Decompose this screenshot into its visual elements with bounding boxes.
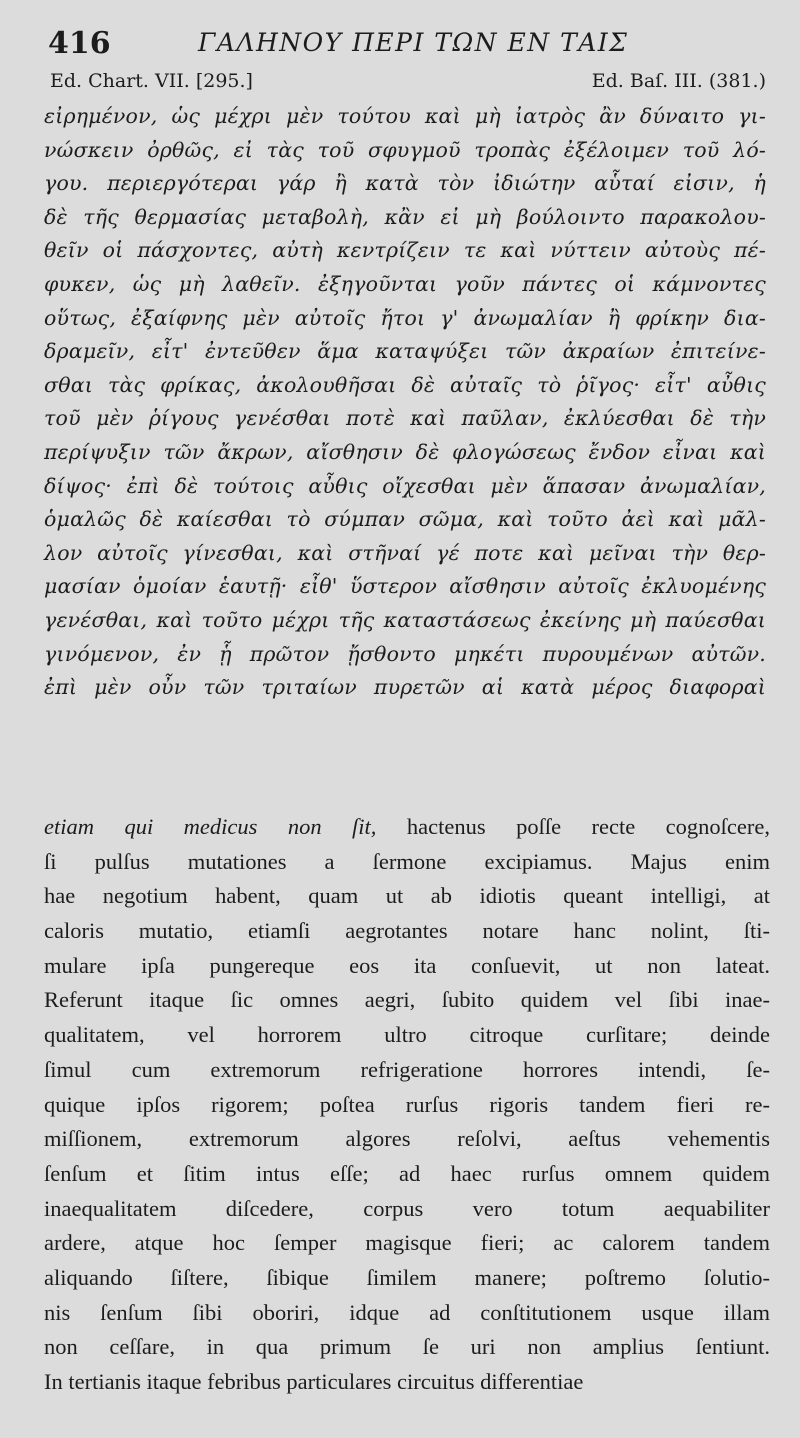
greek-text-line: σθαι τὰς φρίκας, ἀκολουθῆσαι δὲ αὐταῖς τὸ ῥῖγος· εἶτ' αὖθις <box>44 372 766 397</box>
latin-italic-lead: etiam qui medicus non ſit, <box>44 814 377 839</box>
latin-text-block <box>44 810 770 1400</box>
greek-text-line: γενέσθαι, καὶ τοῦτο μέχρι τῆς καταστάσεως ἐκείνης μὴ παύεσθαι <box>44 607 766 632</box>
greek-text-line: δὲ τῆς θερμασίας μεταβολὴ, κἂν εἰ μὴ βούλοιντο παρακολου- <box>44 204 766 229</box>
greek-text-line: λον αὐτοῖς γίνεσθαι, καὶ στῆναί γέ ποτε καὶ μεῖναι τὴν θερ- <box>44 540 766 565</box>
greek-text-line: οὕτως, ἐξαίφνης μὲν αὐτοῖς ἤτοι γ' ἀνωμαλίαν ἢ φρίκην δια- <box>44 305 766 330</box>
edition-reference-left: Ed. Chart. VII. [295.] <box>50 70 253 92</box>
greek-text-block <box>44 100 766 705</box>
page-number: 416 <box>48 26 111 61</box>
latin-first-line-rest: hactenus poſſe recte cognoſcere, <box>376 814 770 839</box>
greek-text-line: ἐπὶ μὲν οὖν τῶν τριταίων πυρετῶν αἱ κατὰ μέρος διαφοραὶ <box>44 675 766 700</box>
latin-text-line: ſenſum et ſitim intus eſſe; ad haec rurſus omnem quidem <box>44 1160 770 1186</box>
greek-text-line: θεῖν οἱ πάσχοντες, αὐτὴ κεντρίζειν τε καὶ νύττειν αὐτοὺς πέ- <box>44 238 766 263</box>
greek-text-line: εἰρημένον, ὡς μέχρι μὲν τούτου καὶ μὴ ἰατρὸς ἂν δύναιτο γι- <box>44 104 766 128</box>
edition-references <box>50 70 766 100</box>
latin-text-line: mulare ipſa pungereque eos ita conſuevit, ut non lateat. <box>44 952 770 978</box>
running-title: ΓΑΛΗΝΟΥ ΠΕΡΙ ΤΩΝ ΕΝ ΤΑΙΣ <box>198 28 629 57</box>
greek-text-line: μασίαν ὁμοίαν ἑαυτῇ· εἶθ' ὕστερον αἴσθησιν αὐτοῖς ἐκλυομένης <box>44 574 766 599</box>
greek-text-line: τοῦ μὲν ῥίγους γενέσθαι ποτὲ καὶ παῦλαν, ἐκλύεσθαι δὲ τὴν <box>44 406 766 431</box>
edition-reference-right: Ed. Baſ. III. (381.) <box>591 70 766 92</box>
latin-text-line: hae negotium habent, quam ut ab idiotis queant intelligi, at <box>44 883 770 909</box>
latin-text-line: In tertianis itaque febribus particulares circuitus differentiae <box>44 1369 584 1394</box>
greek-text-line: νώσκειν ὀρθῶς, εἰ τὰς τοῦ σφυγμοῦ τροπὰς ἐξέλοιμεν τοῦ λό- <box>44 137 766 162</box>
greek-text-line: γινόμενον, ἐν ᾗ πρῶτον ᾔσθοντο μηκέτι πυρουμένων αὐτῶν. <box>44 641 766 666</box>
latin-text-line: qualitatem, vel horrorem ultro citroque curſitare; deinde <box>44 1022 770 1048</box>
latin-text-line: nis ſenſum ſibi oboriri, idque ad conſtitutionem usque illam <box>44 1299 770 1325</box>
latin-text-line: ardere, atque hoc ſemper magisque fieri; ac calorem tandem <box>44 1230 770 1256</box>
latin-text-line-first <box>44 810 770 845</box>
latin-text-line: inaequalitatem diſcedere, corpus vero totum aequabiliter <box>44 1195 770 1221</box>
greek-text-line: δραμεῖν, εἶτ' ἐντεῦθεν ἅμα καταψύξει τῶν ἀκραίων ἐπιτείνε- <box>44 339 766 364</box>
greek-text-line: φυκεν, ὡς μὴ λαθεῖν. ἐξηγοῦνται γοῦν πάντες οἱ κάμνοντες <box>44 271 766 296</box>
latin-text-line: caloris mutatio, etiamſi aegrotantes notare hanc nolint, ſti- <box>44 918 770 944</box>
greek-text-line: γου. περιεργότεραι γάρ ἢ κατὰ τὸν ἰδιώτην αὗταί εἰσιν, ἡ <box>44 171 766 196</box>
greek-text-line: περίψυξιν τῶν ἄκρων, αἴσθησιν δὲ φλογώσεως ἔνδον εἶναι καὶ <box>44 439 766 464</box>
latin-text-line: miſſionem, extremorum algores reſolvi, aeſtus vehementis <box>44 1126 770 1152</box>
latin-text-line: aliquando ſiſtere, ſibique ſimilem manere; poſtremo ſolutio- <box>44 1264 770 1290</box>
latin-text-line: Referunt itaque ſic omnes aegri, ſubito quidem vel ſibi inae- <box>44 987 770 1013</box>
greek-text-line: δίψος· ἐπὶ δὲ τούτοις αὖθις οἴχεσθαι μὲν ἅπασαν ἀνωμαλίαν, <box>44 473 766 498</box>
greek-text-line: ὁμαλῶς δὲ καίεσθαι τὸ σύμπαν σῶμα, καὶ τοῦτο ἀεὶ καὶ μᾶλ- <box>44 507 766 532</box>
latin-text-line: ſimul cum extremorum refrigeratione horrores intendi, ſe- <box>44 1056 770 1082</box>
latin-text-line: non ceſſare, in qua primum ſe uri non amplius ſentiunt. <box>44 1334 770 1360</box>
running-head <box>48 22 760 66</box>
latin-text-line: quique ipſos rigorem; poſtea rurſus rigoris tandem fieri re- <box>44 1091 770 1117</box>
latin-text-line: ſi pulſus mutationes a ſermone excipiamus. Majus enim <box>44 848 770 874</box>
